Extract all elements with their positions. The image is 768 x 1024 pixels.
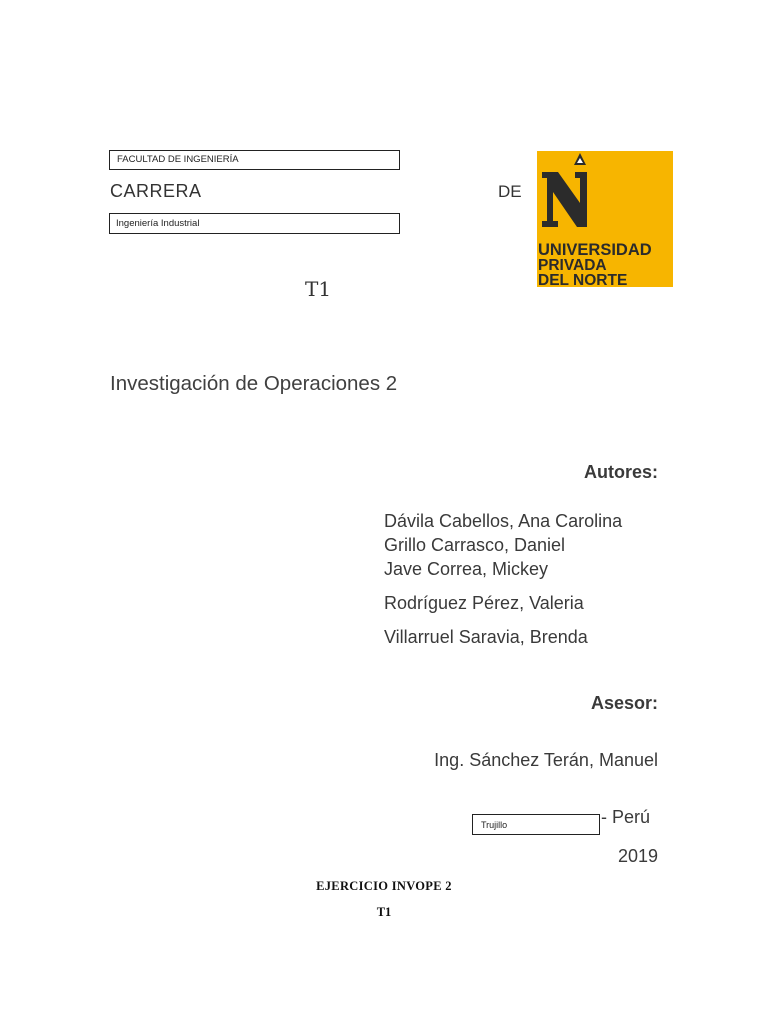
logo-line-3: DEL NORTE bbox=[538, 272, 628, 287]
faculty-field[interactable]: FACULTAD DE INGENIERÍA bbox=[109, 150, 400, 170]
city-field[interactable]: Trujillo bbox=[472, 814, 600, 835]
footer-exercise-title: EJERCICIO INVOPE 2 bbox=[316, 879, 452, 893]
university-logo bbox=[537, 151, 673, 287]
course-title: Investigación de Operaciones 2 bbox=[110, 372, 398, 395]
upn-logo-icon bbox=[537, 151, 673, 287]
authors-heading: Autores: bbox=[583, 462, 658, 482]
year-label: 2019 bbox=[617, 846, 658, 866]
logo-line-2: PRIVADA bbox=[538, 257, 607, 274]
de-label: DE bbox=[498, 182, 522, 201]
carrera-label: CARRERA bbox=[110, 181, 202, 201]
advisor-heading: Asesor: bbox=[590, 693, 658, 713]
title-code: T1 bbox=[305, 277, 332, 301]
author-name: Rodríguez Pérez, Valeria bbox=[384, 593, 584, 613]
author-name: Grillo Carrasco, Daniel bbox=[384, 535, 566, 555]
footer-code: T1 bbox=[376, 905, 392, 919]
author-name: Dávila Cabellos, Ana Carolina bbox=[384, 511, 623, 531]
advisor-name: Ing. Sánchez Terán, Manuel bbox=[434, 750, 658, 770]
career-field[interactable]: Ingeniería Industrial bbox=[109, 213, 400, 234]
author-name: Villarruel Saravia, Brenda bbox=[384, 627, 588, 647]
country-label: - Perú bbox=[601, 807, 651, 827]
logo-line-1: UNIVERSIDAD bbox=[538, 241, 652, 259]
author-name: Jave Correa, Mickey bbox=[384, 559, 549, 579]
